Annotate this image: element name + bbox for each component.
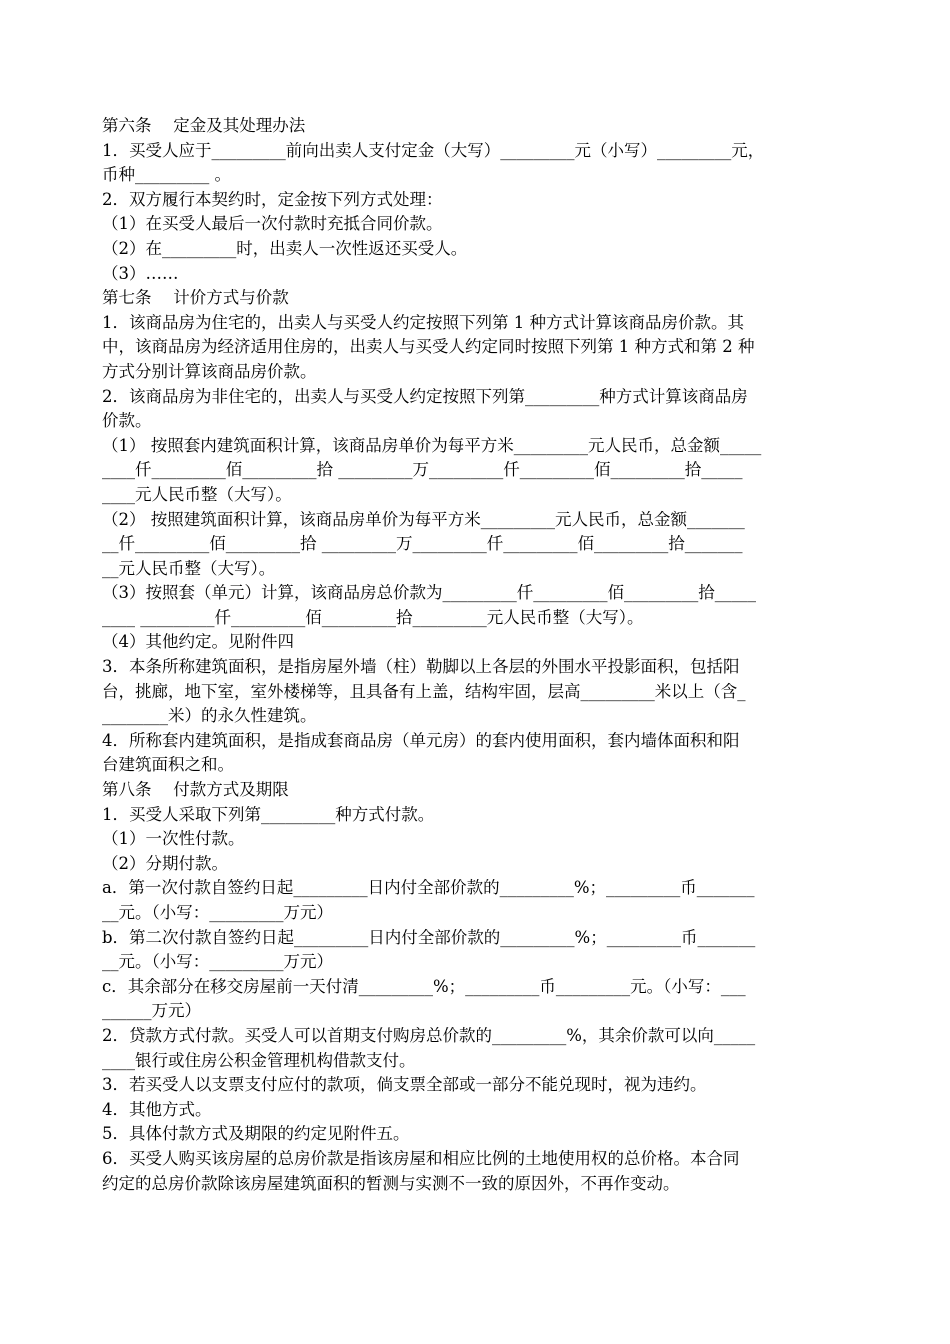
text-line: 6．买受人购买该房屋的总房价款是指该房屋和相应比例的土地使用权的总价格。本合同	[102, 1148, 740, 1168]
text-line: 2．双方履行本契约时，定金按下列方式处理：	[102, 189, 443, 209]
text-line: （2）在_________时，出卖人一次性返还买受人。	[102, 238, 468, 258]
text-line: __仟_________佰_________拾 _________万_________仟_________佰_________拾_______	[102, 534, 743, 554]
text-line: （2）分期付款。	[102, 853, 228, 873]
text-line: （1）在买受人最后一次付款时充抵合同价款。	[102, 214, 443, 234]
text-line: 4．其他方式。	[102, 1099, 212, 1119]
text-line: 5．具体付款方式及期限的约定见附件五。	[102, 1124, 410, 1144]
text-line: 台建筑面积之和。	[102, 755, 234, 775]
article-7-heading: 第七条 计价方式与价款	[102, 288, 289, 308]
text-line: 1．买受人采取下列第_________种方式付款。	[102, 804, 435, 824]
text-line: （2） 按照建筑面积计算，该商品房单价为每平方米_________元人民币，总金额_______	[102, 509, 745, 529]
article-6-heading: 第六条 定金及其处理办法	[102, 116, 306, 135]
article-8-heading: 第八条 付款方式及期限	[102, 780, 289, 800]
text-line: __元。（小写：_________万元）	[102, 903, 333, 922]
text-line: （4）其他约定。见附件四	[102, 632, 294, 652]
text-line: 4．所称套内建筑面积，是指成套商品房（单元房）的套内使用面积，套内墙体面积和阳	[102, 730, 740, 750]
text-line: ____元人民币整（大写）。	[102, 484, 292, 504]
text-line: ____ _________仟_________佰_________拾_________元人民币整（大写）。	[102, 607, 644, 627]
text-line: （3）……	[102, 263, 179, 283]
text-line: 中，该商品房为经济适用住房的，出卖人与买受人约定同时按照下列第 1 种方式和第 2 种	[102, 337, 755, 357]
text-line: 1．买受人应于_________前向出卖人支付定金（大写）_________元（小写）_________元，	[102, 140, 765, 160]
text-line: ________米）的永久性建筑。	[102, 706, 317, 726]
text-line: a．第一次付款自签约日起_________日内付全部价款的_________%；_________币_______	[102, 878, 755, 898]
text-line: 台，挑廊，地下室，室外楼梯等，且具备有上盖，结构牢固，层高_________米以上（含_	[102, 681, 746, 701]
text-line: 价款。	[102, 411, 152, 431]
text-line: 3．本条所称建筑面积，是指房屋外墙（柱）勒脚以上各层的外围水平投影面积，包括阳	[102, 657, 740, 677]
text-line: __元。（小写：_________万元）	[102, 952, 333, 972]
contract-page	[102, 114, 852, 1196]
text-line: 币种_________ 。	[102, 165, 231, 185]
text-line: 2．该商品房为非住宅的，出卖人与买受人约定按照下列第_________种方式计算该商品房	[102, 386, 748, 406]
text-line: （1）一次性付款。	[102, 829, 245, 849]
text-line: ____仟_________佰_________拾 _________万_________仟_________佰_________拾_____	[102, 460, 743, 480]
text-line: 2．贷款方式付款。买受人可以首期支付购房总价款的_________%，其余价款可以向_____	[102, 1025, 756, 1045]
text-line: 1．该商品房为住宅的，出卖人与买受人约定按照下列第 1 种方式计算该商品房价款。其	[102, 312, 744, 332]
text-line: c．其余部分在移交房屋前一天付清_________%；_________币_________元。（小写：___	[102, 976, 746, 996]
text-line: （3）按照套（单元）计算，该商品房总价款为_________仟_________佰_________拾_____	[102, 583, 756, 603]
text-line: 方式分别计算该商品房价款。	[102, 361, 317, 381]
text-line: ______万元）	[102, 1001, 201, 1021]
text-line: ____银行或住房公积金管理机构借款支付。	[102, 1050, 416, 1070]
text-line: 约定的总房价款除该房屋建筑面积的暂测与实测不一致的原因外，不再作变动。	[102, 1173, 680, 1193]
text-line: b．第二次付款自签约日起_________日内付全部价款的_________%；_________币_______	[102, 927, 756, 947]
text-line: 3．若买受人以支票支付应付的款项，倘支票全部或一部分不能兑现时，视为违约。	[102, 1075, 707, 1095]
text-line: （1） 按照套内建筑面积计算，该商品房单价为每平方米_________元人民币，总金额_____	[102, 435, 762, 455]
text-line: __元人民币整（大写）。	[102, 558, 276, 578]
